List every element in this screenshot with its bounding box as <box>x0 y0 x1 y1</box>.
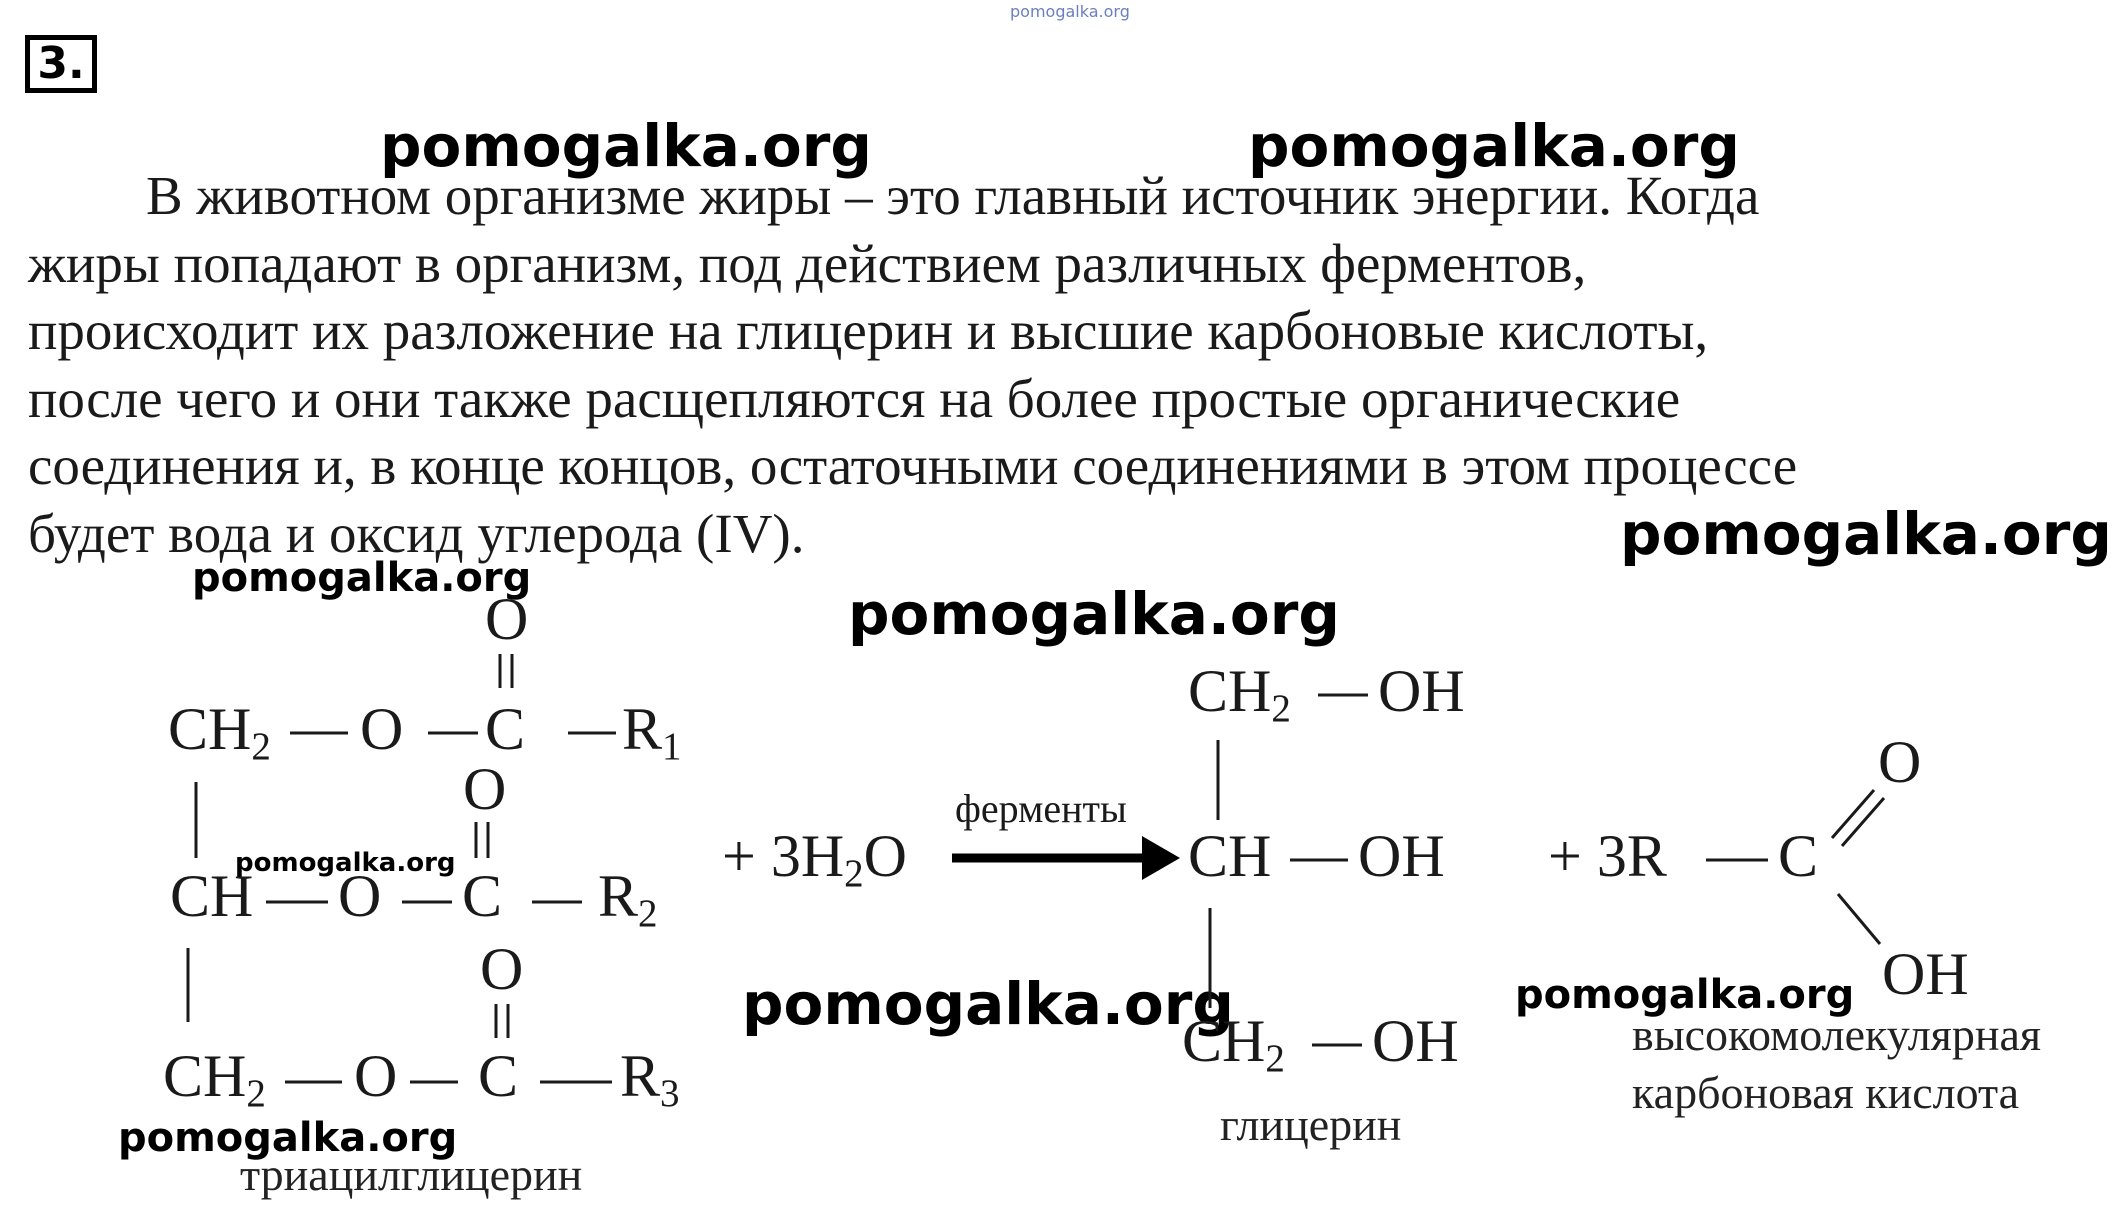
ch-group: CH <box>170 863 254 929</box>
ch2-group: $CH_2$ <box>168 696 271 768</box>
r2-group: $R_2$ <box>598 863 658 935</box>
watermark: pomogalka.org <box>848 580 1340 648</box>
ch2-group: $CH_2$ <box>1182 1008 1285 1080</box>
watermark: pomogalka.org <box>1620 500 2112 568</box>
watermark: pomogalka.org <box>1248 112 1740 180</box>
arrow-label: ферменты <box>955 786 1127 831</box>
hydroxyl-group: OH <box>1378 658 1465 724</box>
glycerol-caption: глицерин <box>1220 1099 1402 1150</box>
triacylglycerol-caption: триацилглицерин <box>240 1149 583 1200</box>
ch-group: CH <box>1188 823 1272 889</box>
watermark: pomogalka.org <box>235 848 456 878</box>
acid-r-term: + 3R <box>1548 823 1667 889</box>
acid-caption-line1: высокомолекулярная <box>1632 1009 2042 1060</box>
oxygen-atom: O <box>338 863 382 929</box>
carbon-atom: C <box>485 696 526 762</box>
oxygen-atom: O <box>354 1043 398 1109</box>
r1-group: $R_1$ <box>622 696 682 768</box>
oxygen-atom: O <box>360 696 404 762</box>
carbon-atom: C <box>1778 823 1819 889</box>
watermark: pomogalka.org <box>118 1115 458 1161</box>
carbonyl-oxygen: O <box>480 936 524 1002</box>
paragraph-line: будет вода и оксид углерода (IV). <box>28 502 805 564</box>
watermark: pomogalka.org <box>380 112 872 180</box>
task-number: 3. <box>25 35 97 93</box>
hydroxyl-group: OH <box>1358 823 1445 889</box>
hydroxyl-group: OH <box>1882 941 1969 1007</box>
water-term: + $3H_2O$ <box>722 823 908 895</box>
watermark: pomogalka.org <box>742 970 1234 1038</box>
hydroxyl-group: OH <box>1372 1008 1459 1074</box>
carbonyl-oxygen: O <box>1878 729 1922 795</box>
single-bond <box>1838 894 1880 944</box>
ch2-group: $CH_2$ <box>163 1043 266 1115</box>
paragraph-line: жиры попадают в организм, под действием различных ферментов, <box>28 232 1587 294</box>
double-bond <box>1832 790 1874 838</box>
double-bond <box>1842 798 1884 846</box>
watermark: pomogalka.org <box>192 555 532 601</box>
paragraph-line: после чего и они также расщепляются на более простые органические <box>28 367 1681 429</box>
carbonyl-oxygen: O <box>485 586 529 652</box>
watermark: pomogalka.org <box>1515 972 1855 1018</box>
paragraph-line: соединения и, в конце концов, остаточными соединениями в этом процессе <box>28 435 1798 496</box>
watermark-top: pomogalka.org <box>1010 2 1130 21</box>
acid-caption-line2: карбоновая кислота <box>1632 1067 2020 1118</box>
paragraph-line: происходит их разложение на глицерин и высшие карбоновые кислоты, <box>28 300 1709 361</box>
carbon-atom: C <box>478 1043 519 1109</box>
carbon-atom: C <box>462 863 503 929</box>
carbonyl-oxygen: O <box>463 756 507 822</box>
r3-group: $R_3$ <box>620 1043 680 1115</box>
paragraph-line: В животном организме жиры – это главный источник энергии. Когда <box>146 165 1760 226</box>
reaction-arrow <box>952 836 1180 880</box>
ch2-group: $CH_2$ <box>1188 658 1291 730</box>
